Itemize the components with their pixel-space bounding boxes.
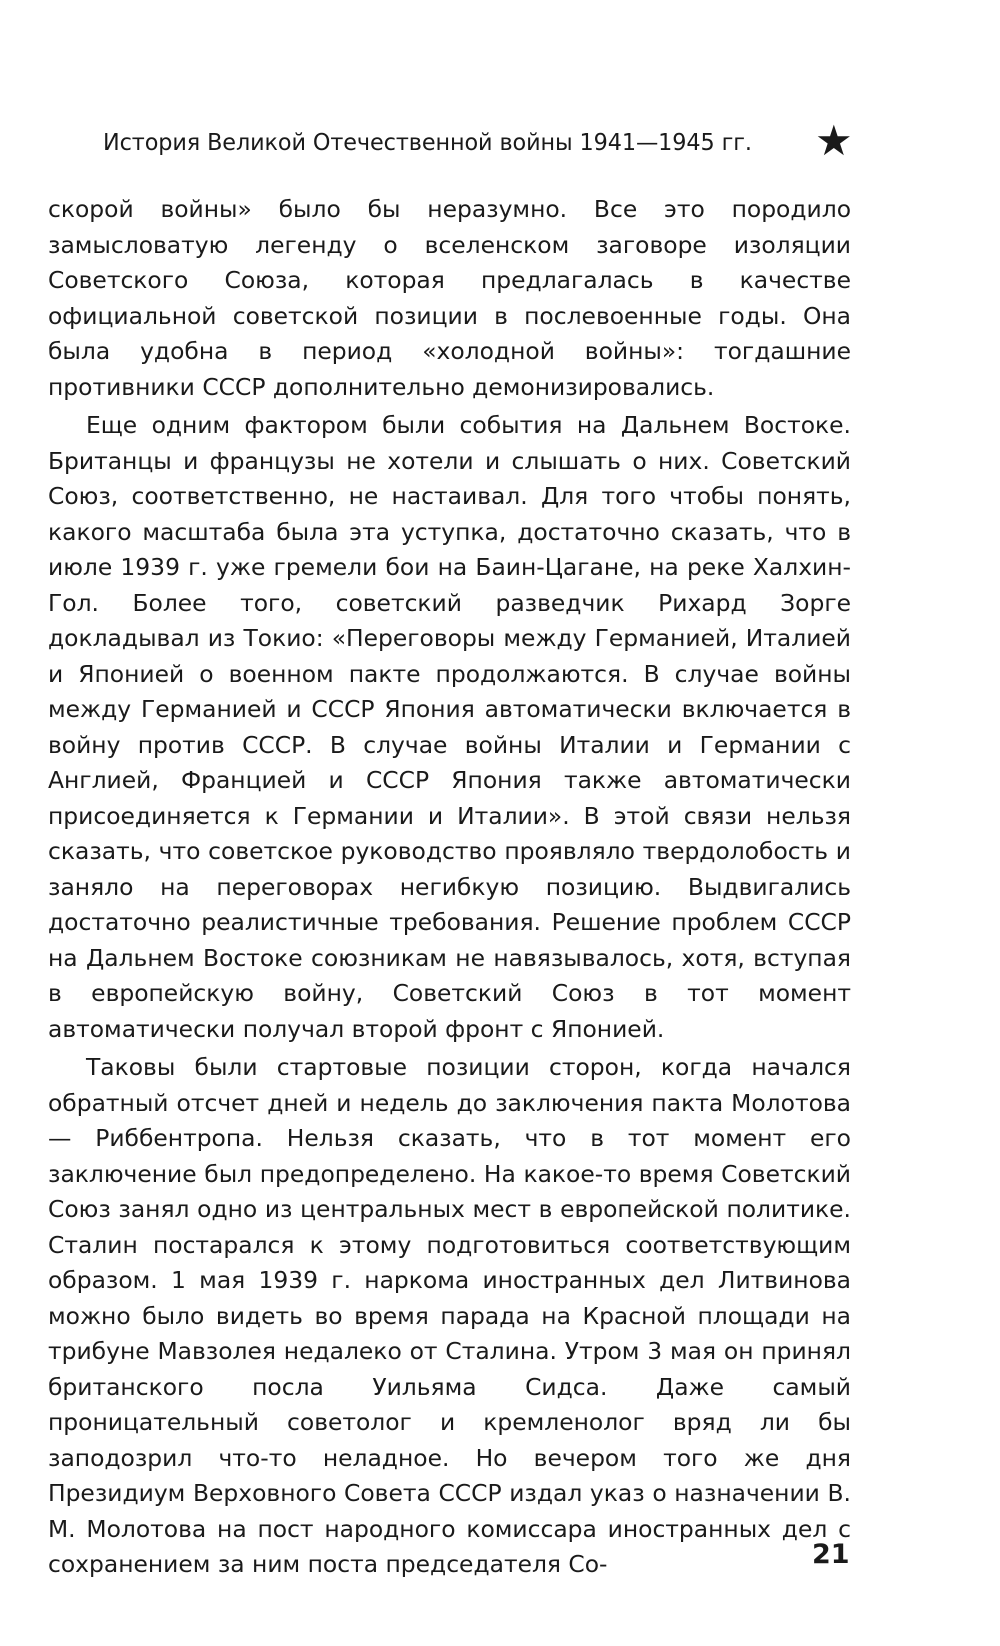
- body-text: [48, 192, 851, 1583]
- paragraph-3: Таковы были стартовые позиции сторон, когда начался обратный отсчет дней и недель до заключения пакта Молотова — Риббентропа. Нельзя сказать, что в тот момент его заключение был предопределено. На какое-то время Советский Союз занял одно из центральных мест в европейской политике. Сталин постарался к этому подготовиться соответствующим образом. 1 мая 1939 г. наркома иностранных дел Литвинова можно было видеть во время парада на Красной площади на трибуне Мавзолея недалеко от Сталина. Утром 3 мая он принял британского посла Уильяма Сидса. Даже самый проницательный советолог и кремленолог вряд ли бы заподозрил что-то неладное. Но вечером того же дня Президиум Верховного Совета СССР издал указ о назначении В. М. Молотова на пост народного комиссара иностранных дел с сохранением за ним поста председателя Со-: [48, 1053, 851, 1578]
- running-header: [103, 116, 863, 166]
- paragraph-1: скорой войны» было бы неразумно. Все это породило замысловатую легенду о вселенском заговоре изоляции Советского Союза, которая предлагалась в качестве официальной советской позиции в послевоенные годы. Она была удобна в период «холодной войны»: тогдашние противники СССР дополнительно демонизировались.: [48, 195, 851, 401]
- star-icon: ★: [815, 116, 853, 165]
- paragraph-2: Еще одним фактором были события на Дальнем Востоке. Британцы и французы не хотели и слышать о них. Советский Союз, соответственно, не настаивал. Для того чтобы понять, какого масштаба была эта уступка, достаточно сказать, что в июле 1939 г. уже гремели бои на Баин-Цагане, на реке Халхин-Гол. Более того, советский разведчик Рихард Зорге докладывал из Токио: «Переговоры между Германией, Италией и Японией о военном пакте продолжаются. В случае войны между Германией и СССР Япония автоматически включается в войну против СССР. В случае войны Италии и Германии с Англией, Францией и СССР Япония также автоматически присоединяется к Германии и Италии». В этой связи нельзя сказать, что советское руководство проявляло твердолобость и заняло на переговорах негибкую позицию. Выдвигались достаточно реалистичные требования. Решение проблем СССР на Дальнем Востоке союзникам не навязывалось, хотя, вступая в европейскую войну, Советский Союз в тот момент автоматически получал второй фронт с Японией.: [48, 411, 851, 1043]
- running-header-title: История Великой Отечественной войны 1941—1945 гг.: [103, 128, 752, 156]
- page-number: 21: [812, 1539, 850, 1570]
